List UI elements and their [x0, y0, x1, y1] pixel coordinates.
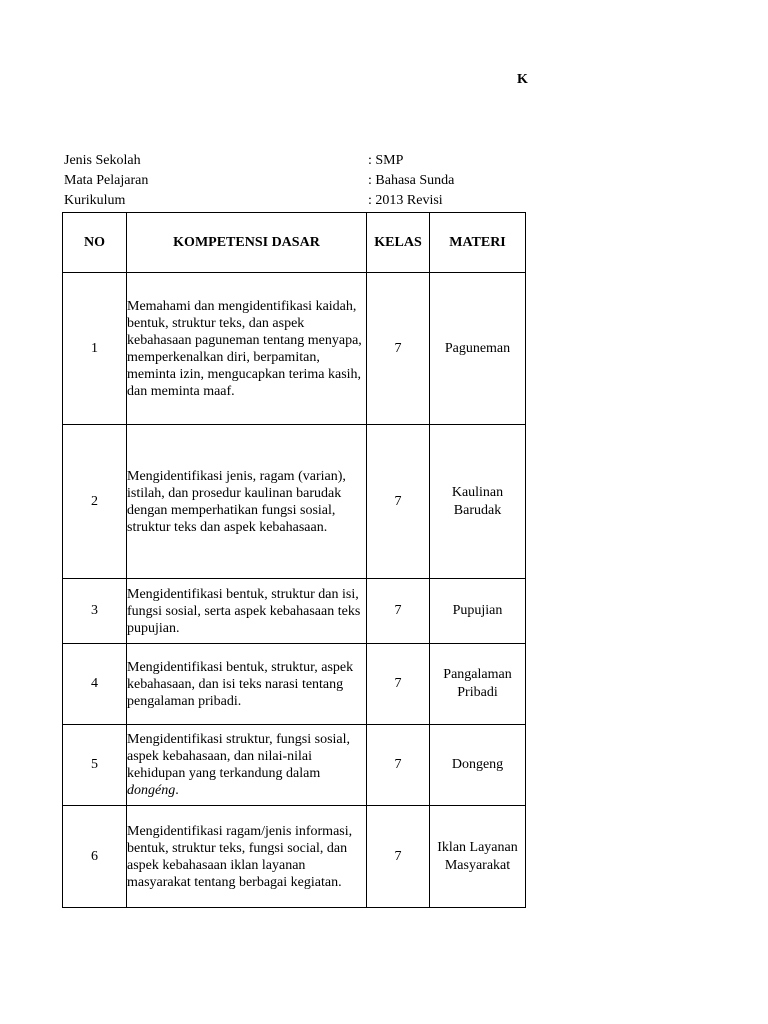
- row-kompetensi-dasar: Mengidentifikasi ragam/jenis informasi, bentuk, struktur teks, fungsi social, dan aspek kebahasaan iklan layanan masyarakat tentang berbagai kegiatan.: [127, 806, 367, 908]
- row-kompetensi-dasar: Mengidentifikasi bentuk, struktur dan isi, fungsi sosial, serta aspek kebahasaan teks pupujian.: [127, 579, 367, 644]
- row-kelas: 7: [367, 644, 430, 725]
- row-no: 3: [63, 579, 127, 644]
- table-row: [63, 273, 526, 425]
- materi-text: Kaulinan Barudak: [451, 484, 504, 518]
- table-row: [63, 725, 526, 806]
- row-no: 6: [63, 806, 127, 908]
- row-kompetensi-dasar: Mengidentifikasi bentuk, struktur, aspek kebahasaan, dan isi teks narasi tentang pengalaman pribadi.: [127, 644, 367, 725]
- table-row: [63, 579, 526, 644]
- info-label: Mata Pelajaran: [64, 173, 149, 188]
- table-header-row: [63, 213, 526, 273]
- row-materi: [430, 806, 526, 908]
- row-materi: Paguneman: [430, 273, 526, 425]
- kd-text: Mengidentifikasi struktur, fungsi sosial, aspek kebahasaan, dan nilai-nilai kehidupan yang terkandung dalam: [127, 732, 351, 781]
- header-kelas: KELAS: [367, 213, 430, 273]
- row-kelas: 7: [367, 425, 430, 579]
- row-no: 4: [63, 644, 127, 725]
- info-row-kurikulum: [64, 191, 484, 211]
- header-materi: MATERI: [430, 213, 526, 273]
- row-no: 1: [63, 273, 127, 425]
- row-kelas: 7: [367, 579, 430, 644]
- info-label: Kurikulum: [64, 193, 126, 208]
- table-row: [63, 644, 526, 725]
- table-row: [63, 425, 526, 579]
- heading-letter: K: [517, 72, 528, 87]
- row-materi: [430, 644, 526, 725]
- row-kompetensi-dasar: [127, 725, 367, 806]
- header-no: NO: [63, 213, 127, 273]
- row-kompetensi-dasar: Mengidentifikasi jenis, ragam (varian), istilah, dan prosedur kaulinan barudak dengan memperhatikan fungsi sosial, struktur teks dan aspek kebahasaan.: [127, 425, 367, 579]
- row-kelas: 7: [367, 806, 430, 908]
- row-materi: Dongeng: [430, 725, 526, 806]
- row-no: 5: [63, 725, 127, 806]
- document-info: [64, 151, 484, 211]
- info-value: : SMP: [368, 153, 404, 168]
- materi-text: Pangalaman Pribadi: [443, 667, 512, 700]
- info-label: Jenis Sekolah: [64, 153, 141, 168]
- row-materi: [430, 425, 526, 579]
- info-value: : 2013 Revisi: [368, 193, 443, 208]
- kompetensi-dasar-table: [62, 212, 526, 908]
- info-row-jenis-sekolah: [64, 151, 484, 171]
- row-no: 2: [63, 425, 127, 579]
- row-kelas: 7: [367, 273, 430, 425]
- table-row: [63, 806, 526, 908]
- row-kompetensi-dasar: Memahami dan mengidentifikasi kaidah, bentuk, struktur teks, dan aspek kebahasaan paguneman tentang menyapa, memperkenalkan diri, berpamitan, meminta izin, mengucapkan terima kasih, dan meminta maaf.: [127, 273, 367, 425]
- info-value: : Bahasa Sunda: [368, 173, 455, 188]
- row-kelas: 7: [367, 725, 430, 806]
- kd-italic-term: dongéng: [127, 783, 176, 798]
- row-materi: Pupujian: [430, 579, 526, 644]
- materi-text: Iklan Layanan Masyarakat: [437, 839, 518, 873]
- info-row-mata-pelajaran: [64, 171, 484, 191]
- header-kompetensi-dasar: KOMPETENSI DASAR: [127, 213, 367, 273]
- kd-text-end: .: [175, 783, 179, 798]
